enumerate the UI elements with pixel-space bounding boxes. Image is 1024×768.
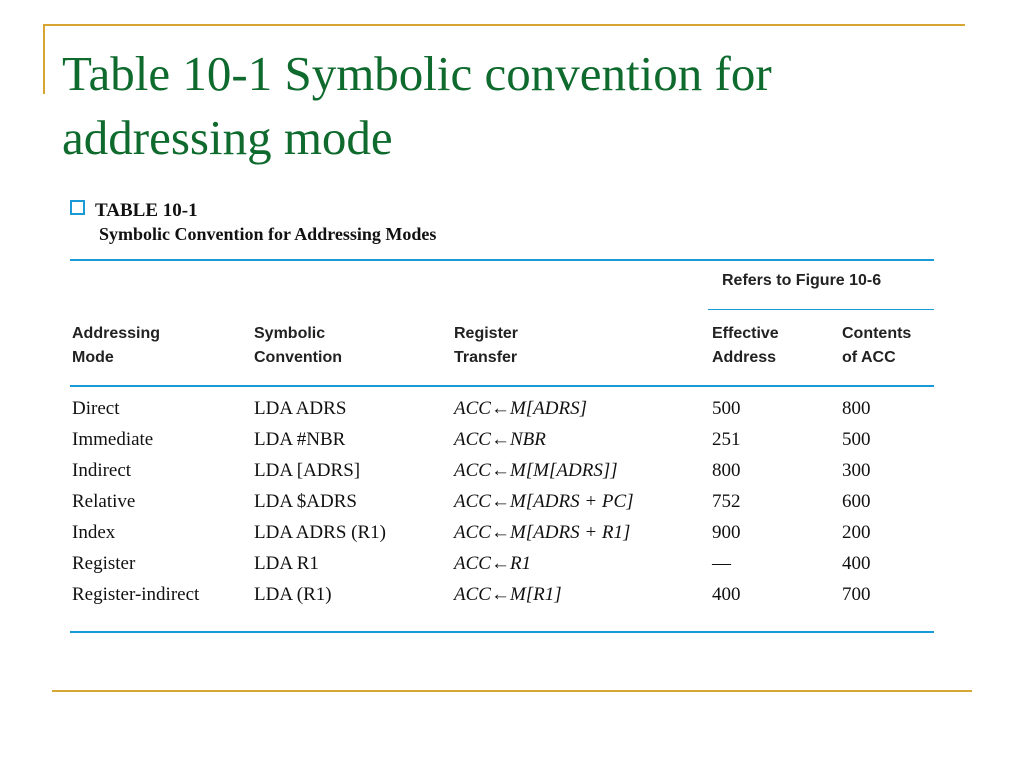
column-header-addressing-mode: [72, 322, 160, 370]
header-line: Convention: [254, 349, 342, 366]
header-line: Contents: [842, 325, 912, 342]
cell-mode: Indirect: [72, 460, 132, 481]
cell-symbolic: LDA (R1): [254, 584, 332, 605]
cell-contents: 300: [842, 460, 871, 481]
header-line: Transfer: [454, 349, 518, 366]
table-caption: [70, 200, 436, 245]
cell-effective-address: 400: [712, 584, 741, 605]
cell-mode: Relative: [72, 491, 136, 512]
column-header-symbolic-convention: [254, 322, 342, 370]
table-row: [0, 584, 1024, 615]
header-line: of ACC: [842, 349, 896, 366]
table-row: [0, 429, 1024, 460]
cell-contents: 800: [842, 398, 871, 419]
table-top-rule: [70, 259, 934, 261]
cell-mode: Index: [72, 522, 116, 543]
table-bottom-rule: [70, 631, 934, 633]
table-row: [0, 398, 1024, 429]
cell-transfer: ACC←M[ADRS + R1]: [454, 522, 631, 543]
cell-effective-address: 800: [712, 460, 741, 481]
table-row: [0, 522, 1024, 553]
cell-contents: 400: [842, 553, 871, 574]
slide-title-line-2: addressing mode: [62, 110, 393, 165]
cell-mode: Immediate: [72, 429, 154, 450]
header-line: Addressing: [72, 325, 161, 342]
decorative-bottom-rule: [52, 690, 972, 692]
table-row: [0, 491, 1024, 522]
header-line: Symbolic: [254, 325, 326, 342]
cell-effective-address: 500: [712, 398, 741, 419]
table-body: [0, 398, 1024, 615]
cell-symbolic: LDA ADRS (R1): [254, 522, 386, 543]
column-header-register-transfer: [454, 322, 518, 370]
cell-transfer: ACC←NBR: [454, 429, 546, 450]
table-label: TABLE 10-1: [95, 200, 198, 221]
group-header-rule: [708, 309, 934, 310]
cell-symbolic: LDA #NBR: [254, 429, 346, 450]
cell-contents: 600: [842, 491, 871, 512]
cell-symbolic: LDA ADRS: [254, 398, 347, 419]
slide-title: [62, 42, 962, 170]
header-line: Register: [454, 325, 519, 342]
cell-transfer: ACC←R1: [454, 553, 532, 574]
table-row: [0, 460, 1024, 491]
cell-effective-address: 752: [712, 491, 741, 512]
cell-contents: 200: [842, 522, 871, 543]
cell-contents: 500: [842, 429, 871, 450]
cell-transfer: ACC←M[ADRS + PC]: [454, 491, 634, 512]
cell-transfer: ACC←M[M[ADRS]]: [454, 460, 618, 481]
column-header-effective-address: [712, 322, 779, 370]
square-bullet-icon: [70, 200, 85, 215]
column-header-contents-of-acc: [842, 322, 911, 370]
slide-title-line-1: Table 10-1 Symbolic convention for: [62, 46, 772, 101]
decorative-top-rule: [43, 24, 965, 26]
cell-symbolic: LDA $ADRS: [254, 491, 357, 512]
table-subtitle: Symbolic Convention for Addressing Modes: [99, 224, 437, 244]
cell-mode: Register-indirect: [72, 584, 200, 605]
cell-effective-address: 251: [712, 429, 741, 450]
header-bottom-rule: [70, 385, 934, 387]
header-line: Mode: [72, 349, 114, 366]
cell-symbolic: LDA [ADRS]: [254, 460, 361, 481]
cell-mode: Register: [72, 553, 136, 574]
cell-transfer: ACC←M[ADRS]: [454, 398, 587, 419]
header-line: Address: [712, 349, 777, 366]
cell-mode: Direct: [72, 398, 120, 419]
cell-transfer: ACC←M[R1]: [454, 584, 562, 605]
cell-effective-address: —: [712, 553, 731, 574]
cell-effective-address: 900: [712, 522, 741, 543]
table-row: [0, 553, 1024, 584]
cell-contents: 700: [842, 584, 871, 605]
header-line: Effective: [712, 325, 779, 342]
cell-symbolic: LDA R1: [254, 553, 319, 574]
group-header: Refers to Figure 10-6: [722, 272, 882, 289]
decorative-left-rule: [43, 24, 45, 94]
